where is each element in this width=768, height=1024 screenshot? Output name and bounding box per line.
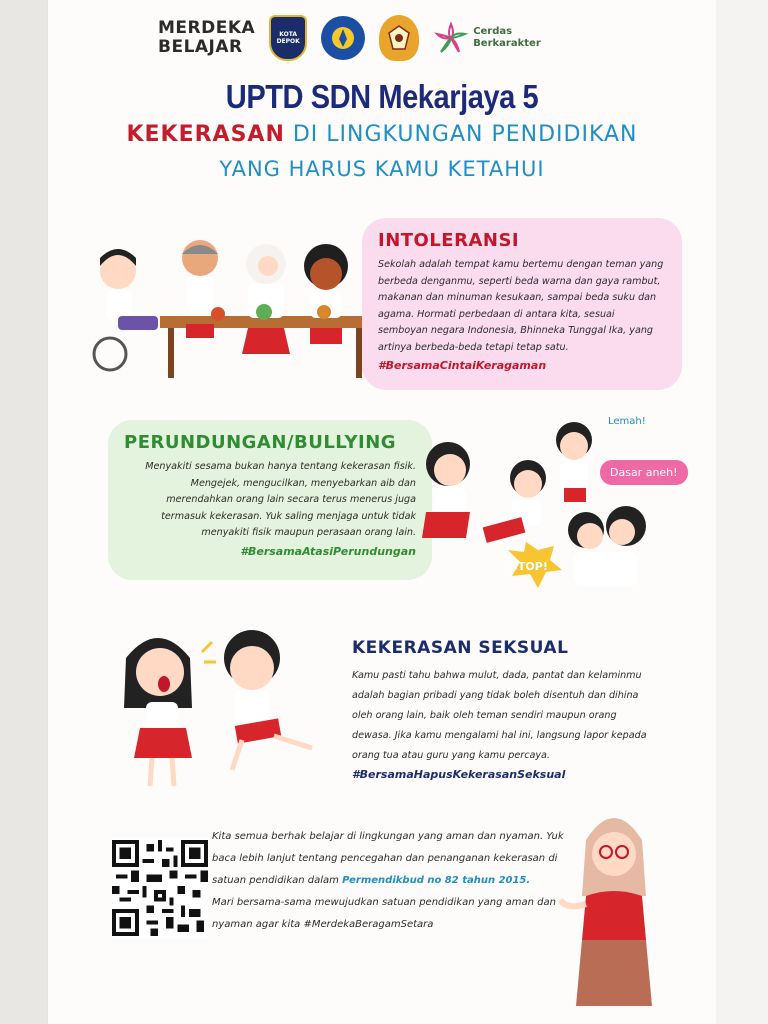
flower-icon [433,20,469,56]
qr-code-icon[interactable] [112,838,208,938]
poster-subtitle-line2: YANG HARUS KAMU KETAHUI [219,157,545,181]
speech-bubble-lemah: Lemah! [608,416,646,427]
kekerasan-seksual-title: KEKERASAN SEKSUAL [352,638,569,658]
intoleransi-hashtag: #BersamaCintaiKeragaman [378,359,547,372]
bullying-kids-illustration [408,412,688,592]
bullying-title: PERUNDUNGAN/BULLYING [124,432,397,453]
merdeka-belajar-logo: MERDEKA BELAJAR [158,18,256,57]
bullying-hashtag: #BersamaAtasiPerundungan [240,544,416,558]
bullying-card [108,420,432,580]
header-logos [158,12,541,64]
kekerasan-seksual-body: Kamu pasti tahu bahwa mulut, dada, pantat dan kelaminmu adalah bagian pribadi yang tidak boleh disentuh dan dihina oleh orang lain, baik oleh teman sendiri maupun orang dewasa. Jika kamu mengalami hal ini, langsung lapor kepada orang tua atau guru yang kamu percaya. [352,670,647,761]
intoleransi-card [362,218,682,390]
stop-burst-label: STOP! [510,560,548,573]
university-seal-icon [379,15,419,61]
two-kids-illustration [112,618,342,798]
school-name: UPTD SDN Mekarjaya 5 [225,78,539,115]
kekerasan-seksual-hashtag: #BersamaHapusKekerasanSeksual [352,768,566,781]
intoleransi-title: INTOLERANSI [378,230,520,251]
speech-bubble-dasar-aneh: Dasar aneh! [600,460,688,485]
page-edge [716,0,768,1024]
intoleransi-body: Sekolah adalah tempat kamu bertemu dengan teman yang berbeda denganmu, seperti beda warna dan gaya rambut, makanan dan minuman kesukaan, sampai beda suku dan agama. Hormati perbedaan di antara kita, sesuai semboyan negara Indonesia, Bhinneka Tunggal Ika, yang artinya berbeda-beda tetapi tetap satu. [378,259,664,353]
cerdas-berkarakter-logo: Cerdas Berkarakter [433,20,541,56]
tut-wuri-handayani-icon [321,16,365,60]
closing-paragraph: Kita semua berhak belajar di lingkungan yang aman dan nyaman. Yuk baca lebih lanjut tentang pencegahan dan penanganan kekerasan di satuan pendidikan dalam Permendikbud no 82 tahun 2015. Mari bersama-sama mewujudkan satuan pendidikan yang aman dan nyaman agar kita #MerdekaBeragamSetara [212,831,564,930]
bullying-body: Menyakiti sesama bukan hanya tentang kekerasan fisik. Mengejek, mengucilkan, menyebarkan aib dan merendahkan orang lain secara terus menerus juga termasuk kekerasan. Yuk saling menjaga untuk tidak menyakiti fisik maupun perasaan orang lain. [145,461,416,538]
poster-subtitle: KEKERASAN DI LINGKUNGAN PENDIDIKAN [126,122,638,147]
depok-seal-icon: KOTA DEPOK [269,15,307,61]
teacher-in-hijab-illustration [556,800,666,1010]
closing-message [212,826,572,936]
permendikbud-link[interactable]: Permendikbud no 82 tahun 2015. [342,875,531,886]
kekerasan-seksual-section [340,638,670,781]
diverse-kids-at-table-illustration [88,236,378,386]
